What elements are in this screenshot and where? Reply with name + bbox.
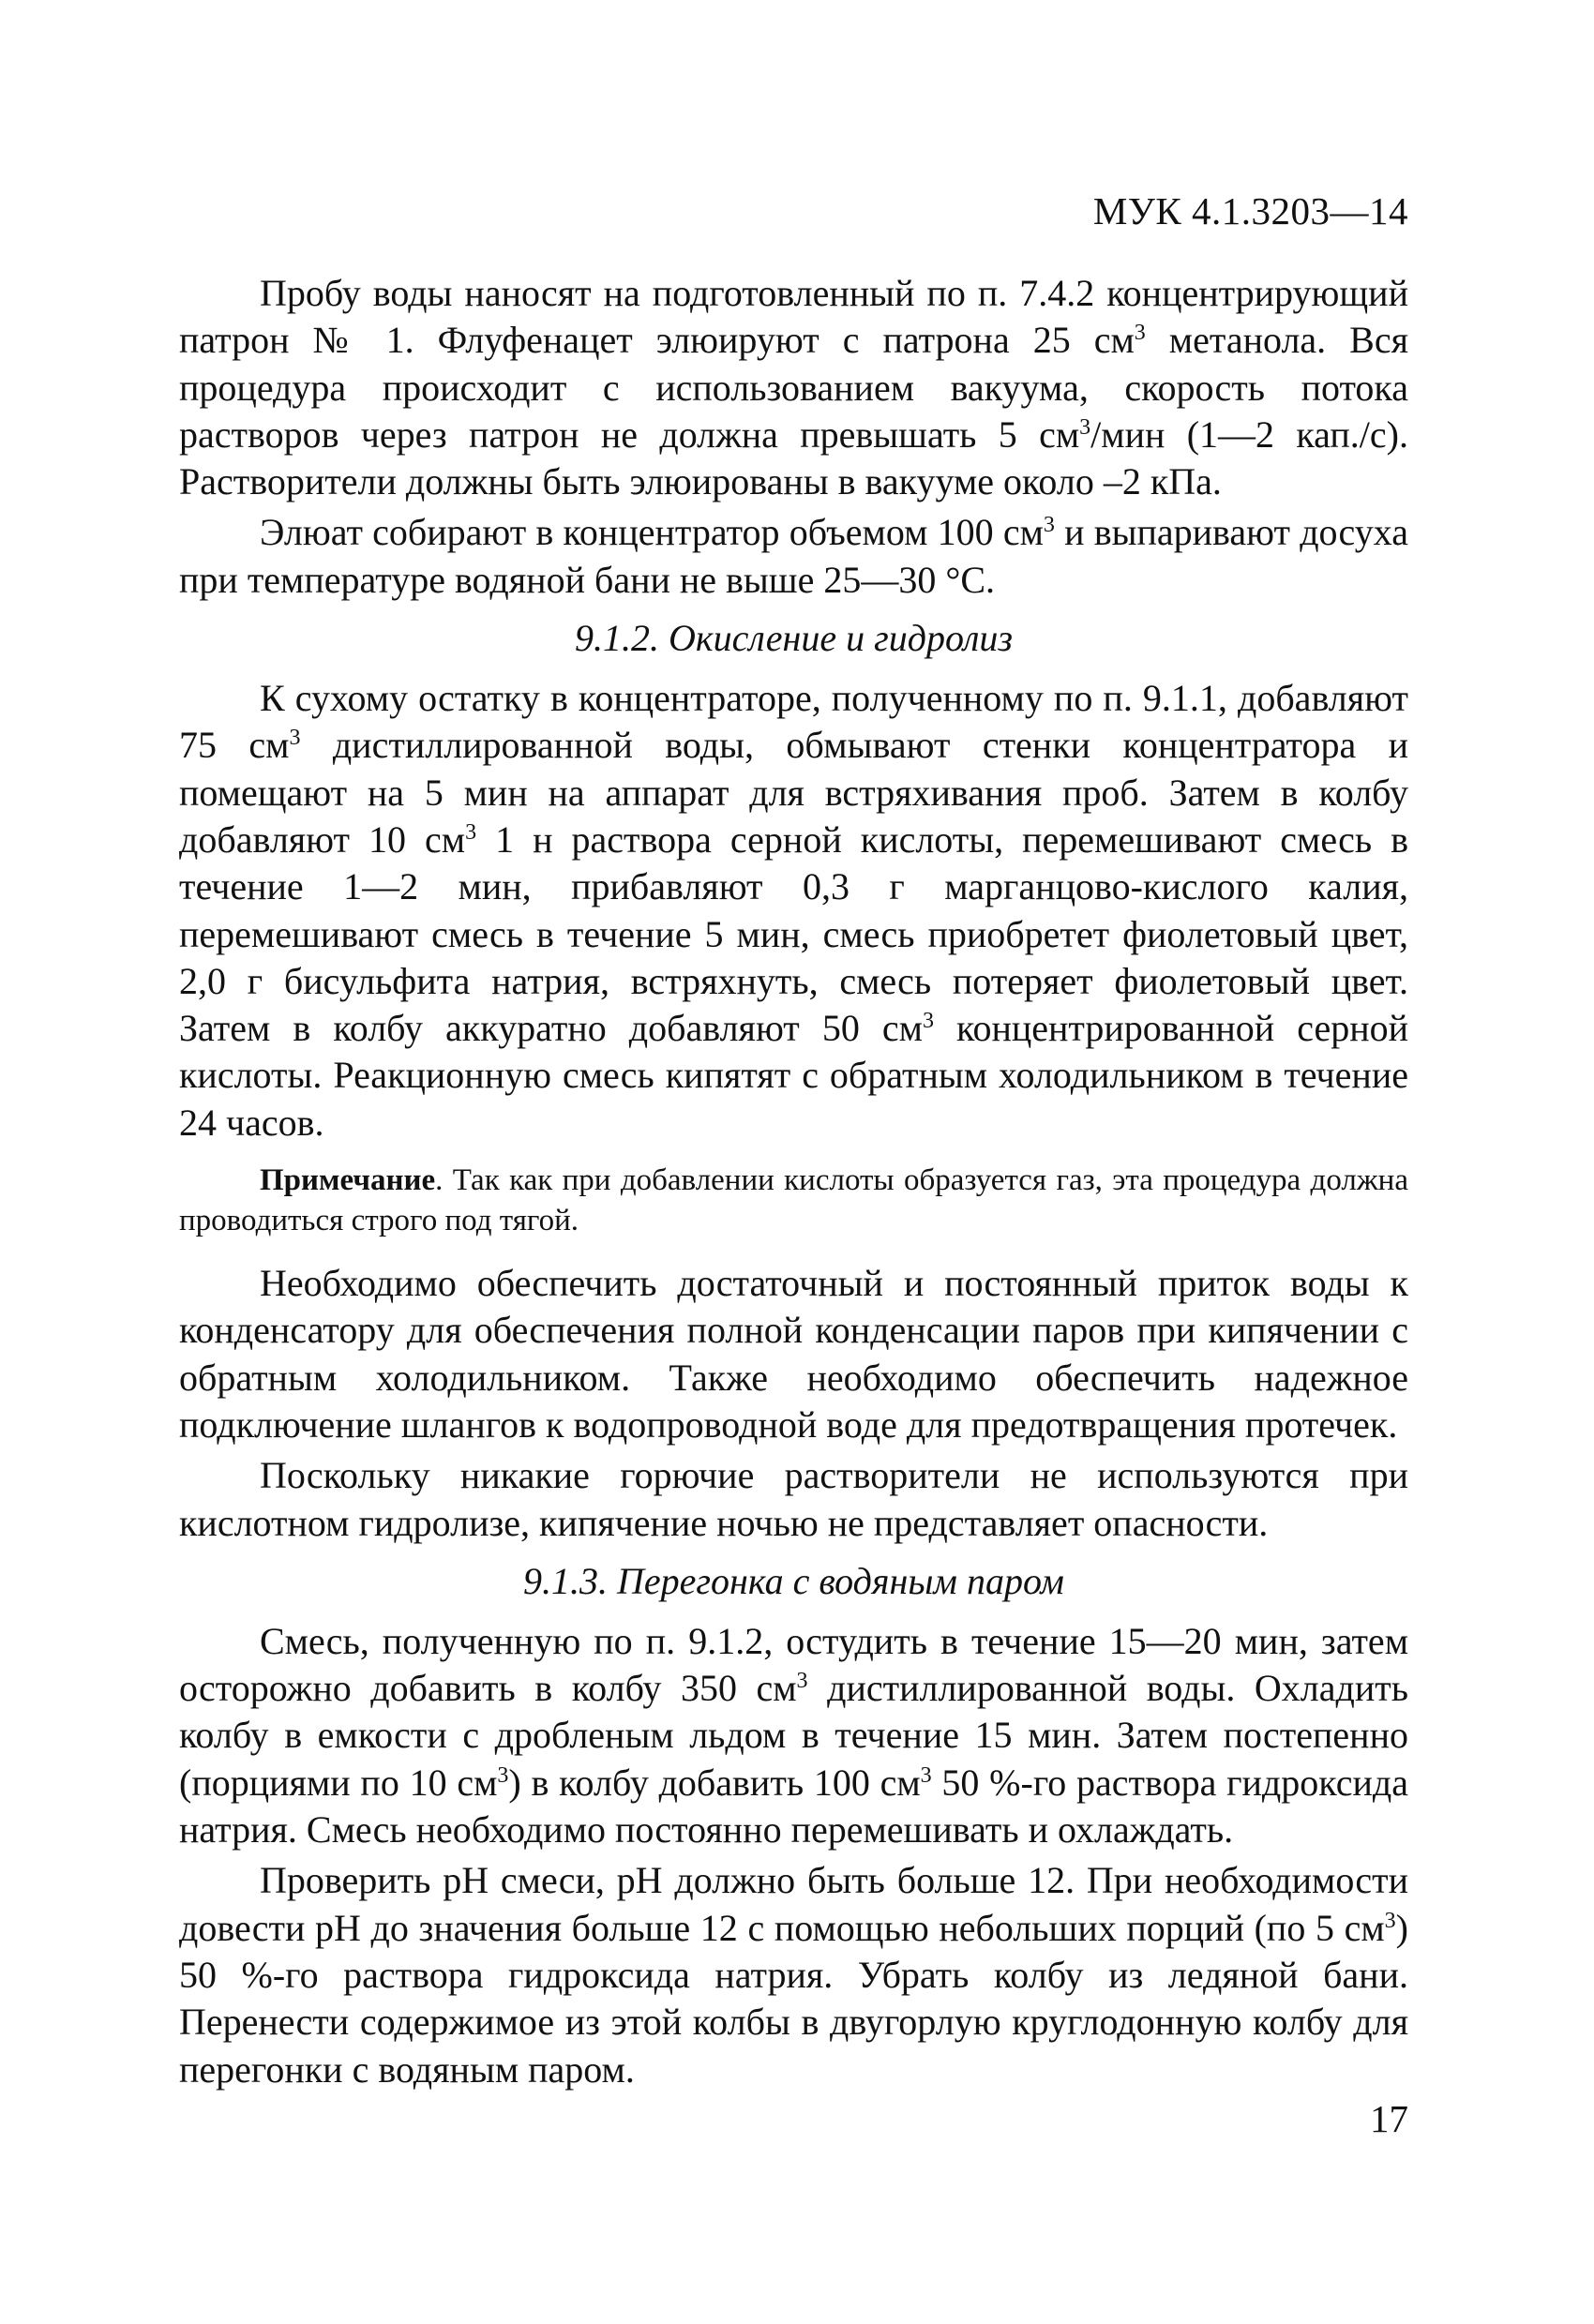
superscript-cube: 3 xyxy=(1043,513,1055,538)
paragraph-text: ) 50 %-го раствора гидроксида натрия. Убрать колбу из ледяной бани. Перенести содержимое из этой колбы в двугорлую круглодонную колбу для перегонки с водяным паром. xyxy=(179,1906,1408,2091)
superscript-cube: 3 xyxy=(289,726,301,751)
superscript-cube: 3 xyxy=(796,1669,808,1694)
paragraph-text: 50 %-го раствора гидроксида натрия. Смесь необходимо постоянно перемешивать и охлаждать. xyxy=(179,1761,1408,1852)
paragraph-text: метанола. Вся процедура происходит с использованием вакуума, скорость потока растворов через патрон не должна превышать 5 см xyxy=(179,319,1408,456)
page-number: 17 xyxy=(1370,2097,1408,2140)
note-label: Примечание xyxy=(260,1163,436,1198)
paragraph-text: Элюат собирают в концентратор объемом 100 см xyxy=(260,511,1044,554)
paragraph-text: ) в колбу добавить 100 см xyxy=(508,1761,921,1804)
superscript-cube: 3 xyxy=(1079,414,1091,440)
paragraph-text: Смесь, полученную по п. 9.1.2, остудить в течение 15—20 мин, затем осторожно добавить в колбу 350 см xyxy=(179,1619,1408,1710)
superscript-cube: 3 xyxy=(465,819,477,845)
paragraph-text: дистиллированной воды. Охладить колбу в емкости с дробленым льдом в течение 15 мин. Затем постепенно (порциями по 10 см xyxy=(179,1667,1408,1804)
paragraph-eluate-evaporation xyxy=(179,509,1408,604)
paragraph-text: дистиллированной воды, обмывают стенки концентратора и помещают на 5 мин на аппарат для встряхивания проб. Затем в колбу добавляют 10 см xyxy=(179,724,1408,861)
superscript-cube: 3 xyxy=(920,1762,932,1788)
paragraph-dry-residue xyxy=(179,675,1408,1147)
paragraph-text: К сухому остатку в концентраторе, полученному по п. 9.1.1, добавляют 75 см xyxy=(179,677,1408,767)
paragraph-ph-check xyxy=(179,1857,1408,2092)
superscript-cube: 3 xyxy=(1384,1908,1396,1933)
paragraph-text: Проверить pH смеси, pH должно быть больше 12. При необходимости довести pH до значения больше 12 с помощью небольших порций (по 5 см xyxy=(179,1859,1408,1949)
paragraph-cooling-mixture xyxy=(179,1618,1408,1853)
superscript-cube: 3 xyxy=(1134,321,1146,346)
paragraph-text: и выпаривают досуха при температуре водяной бани не выше 25—30 °С. xyxy=(179,511,1408,601)
document-code-header: МУК 4.1.3203—14 xyxy=(1092,189,1408,232)
paragraph-text: концентрированной серной кислоты. Реакционную смесь кипятят с обратным холодильником в течение 24 часов. xyxy=(179,1007,1409,1144)
paragraph-condenser-water: Необходимо обеспечить достаточный и постоянный приток воды к конденсатору для обеспечения полной конденсации паров при кипячении с обратным холодильником. Также необходимо обеспечить надежное подключение шлангов к водопроводной воде для предотвращения протечек. xyxy=(179,1262,1408,1446)
section-heading-oxidation-hydrolysis: 9.1.2. Окисление и гидролиз xyxy=(574,617,1014,660)
superscript-cube: 3 xyxy=(922,1009,934,1034)
paragraph-sample-application xyxy=(179,270,1408,505)
note-text: . Так как при добавлении кислоты образуется газ, эта процедура должна проводиться строго под тягой. xyxy=(179,1163,1408,1238)
paragraph-text: 1 н раствора серной кислоты, перемешивают смесь в течение 1—2 мин, прибавляют 0,3 г марганцово-кислого калия, перемешивают смесь в течение 5 мин, смесь приобретет фиолетовый цвет, 2,0 г бисульфита натрия, встряхнуть, смесь потеряет фиолетовый цвет. Затем в колбу аккуратно добавляют 50 см xyxy=(179,817,1408,1050)
note-block xyxy=(179,1161,1408,1241)
superscript-cube: 3 xyxy=(497,1762,509,1788)
paragraph-fire-safety: Поскольку никакие горючие растворители не используются при кислотном гидролизе, кипячение ночью не представляет опасности. xyxy=(179,1454,1408,1544)
paragraph-text: Пробу воды наносят на подготовленный по п. 7.4.2 концентрирующий патрон № 1. Флуфенацет элюируют с патрона 25 см xyxy=(179,272,1408,362)
section-heading-steam-distillation: 9.1.3. Перегонка с водяным паром xyxy=(523,1559,1064,1602)
document-body xyxy=(179,270,1408,2093)
paragraph-text: /мин (1—2 кап./с). Растворители должны быть элюированы в вакууме около –2 кПа. xyxy=(179,412,1408,503)
